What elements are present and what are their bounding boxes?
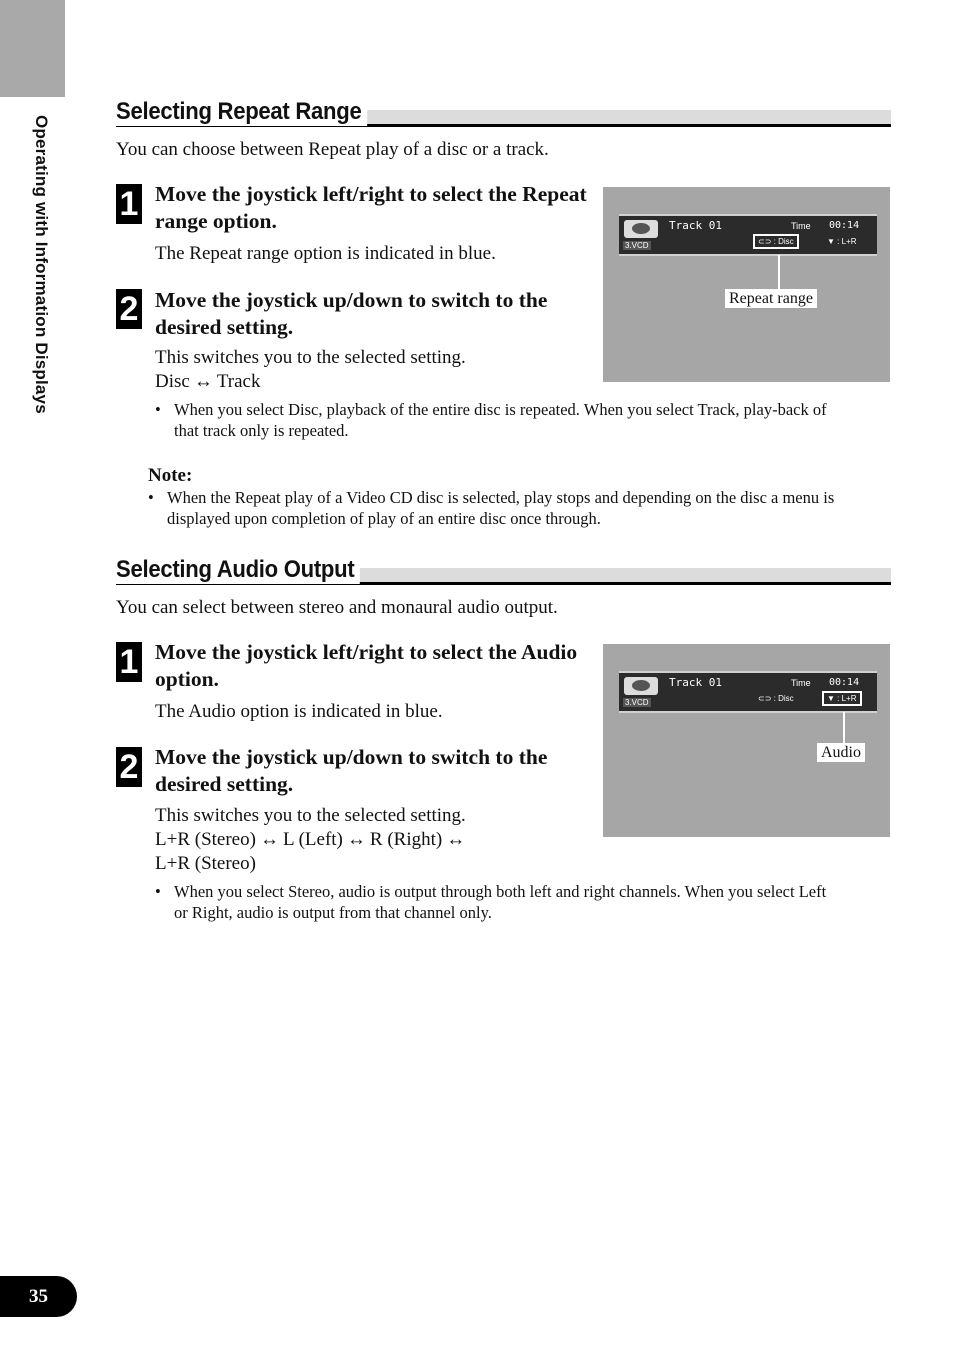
bullet-text: When you select Stereo, audio is output through both left and right channels. When you select Left or Right, audio is output from that channel only. [174,882,827,922]
audio-setting: ▼ : L+R [827,237,857,246]
repeat-icon: ⊂⊃ [758,694,772,703]
note-label: Note: [148,465,193,486]
bullet-text: When the Repeat play of a Video CD disc is selected, play stops and depending on the disc a menu is displayed upon completion of play of an entire disc once through. [167,488,835,528]
audio-icon: ▼ [827,694,835,703]
callout-label: Repeat range [725,289,817,308]
osd-bar [619,671,877,713]
bidirectional-arrow-icon: ↔ [193,371,213,392]
step-text: The Repeat range option is indicated in blue. [155,243,496,264]
time-value: 00:14 [829,220,860,231]
disc-type: 3.VCD [625,241,649,250]
track-label: Track 01 [669,676,722,689]
step-number: 2 [116,747,142,787]
cycle-option: L (Left) [282,829,343,850]
track-label: Track 01 [669,219,722,232]
disc-icon [624,220,658,238]
repeat-icon: ⊂⊃ [758,237,772,246]
audio-setting: ▼ : L+R [827,694,857,703]
side-chapter-title: Operating with Information Displays [32,115,51,414]
setting-cycle [155,828,595,852]
repeat-setting: ⊂⊃ : Disc [758,237,794,246]
disc-icon [624,677,658,695]
step-number: 1 [116,642,142,682]
step-text: This switches you to the selected setting. [155,347,466,368]
step-heading: Move the joystick up/down to switch to the desired setting. [155,745,548,796]
cycle-option: L+R (Stereo) [155,853,256,874]
cycle-option: R (Right) [369,829,443,850]
step-heading: Move the joystick left/right to select the Repeat range option. [155,182,587,233]
step-text: This switches you to the selected setting. [155,805,466,826]
cycle-option: Track [216,371,261,392]
time-label: Time [791,221,811,231]
chapter-tab [0,0,65,97]
step-number: 1 [116,184,142,224]
time-value: 00:14 [829,677,860,688]
page-number: 35 [0,1276,77,1317]
section-header-repeat [116,98,891,128]
screen-illustration-audio [603,644,890,837]
audio-icon: ▼ [827,237,835,246]
section-title: Selecting Repeat Range [116,98,367,126]
step-text: The Audio option is indicated in blue. [155,701,443,722]
section-intro: You can choose between Repeat play of a disc or a track. [116,139,549,160]
callout-line [778,255,780,293]
section-intro: You can select between stereo and monaural audio output. [116,597,558,618]
cycle-option: Disc [155,371,190,392]
osd-bar [619,214,877,256]
step-number: 2 [116,289,142,329]
bullet-icon: • [155,400,161,419]
step-heading: Move the joystick up/down to switch to the desired setting. [155,288,548,339]
bullet-text: When you select Disc, playback of the entire disc is repeated. When you select Track, play-back of that track only is repeated. [174,400,827,440]
step-heading: Move the joystick left/right to select the Audio option. [155,640,578,691]
bullet-icon: • [148,488,154,507]
bullet-icon: • [155,882,161,901]
repeat-setting: ⊂⊃ : Disc [758,694,794,703]
setting-cycle [155,370,595,394]
callout-line [843,712,845,744]
bidirectional-arrow-icon: ↔ [446,829,466,850]
section-title: Selecting Audio Output [116,556,360,584]
screen-illustration-repeat [603,187,890,382]
bidirectional-arrow-icon: ↔ [346,829,366,850]
time-label: Time [791,678,811,688]
section-header-audio [116,556,891,586]
cycle-option: L+R (Stereo) [155,829,256,850]
bidirectional-arrow-icon: ↔ [259,829,279,850]
callout-label: Audio [817,743,865,762]
disc-type: 3.VCD [625,698,649,707]
